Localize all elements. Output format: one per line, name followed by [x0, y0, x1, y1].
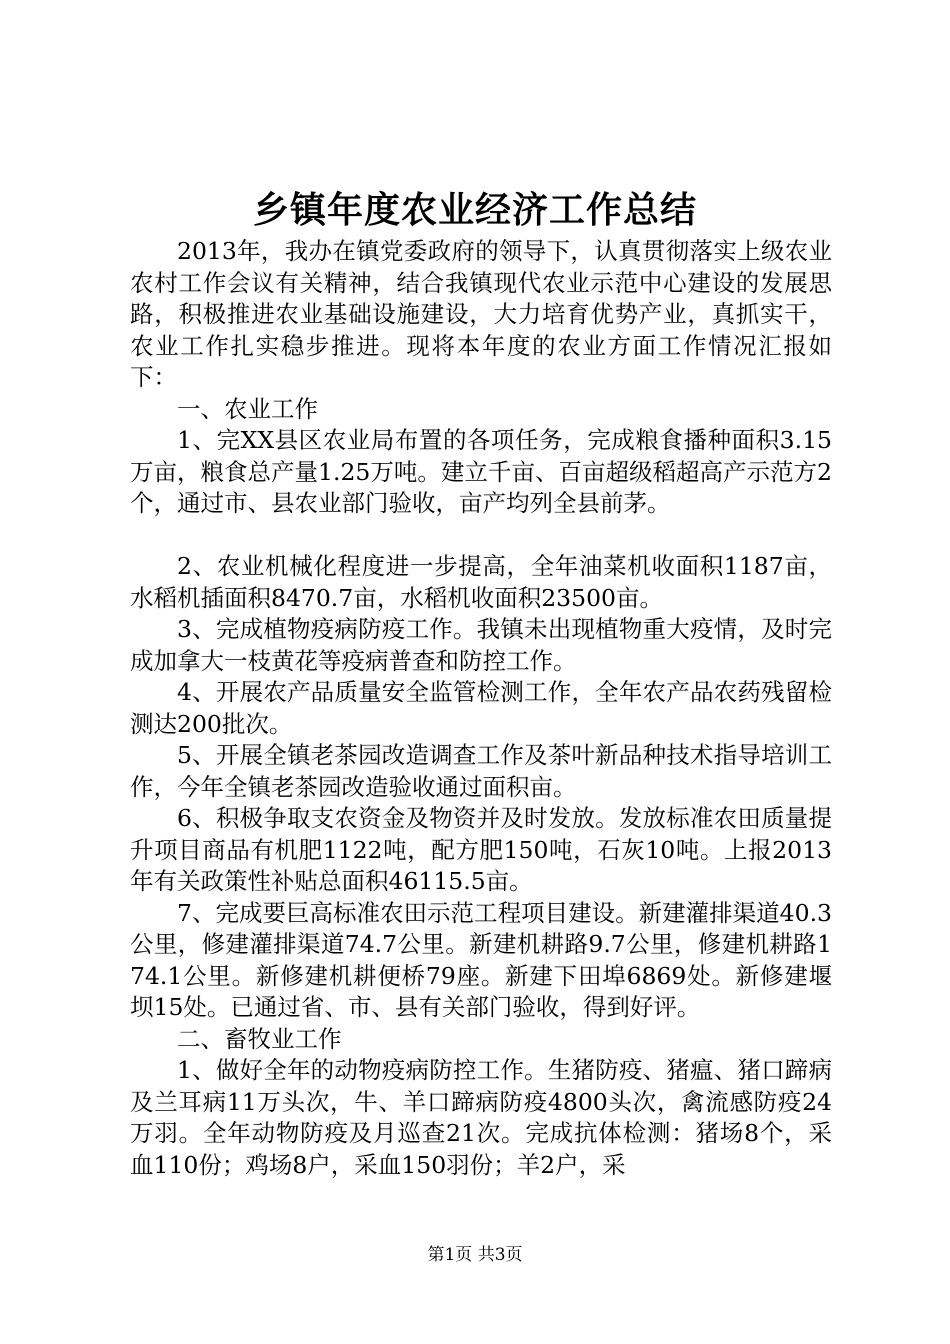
paragraph-item: 5、开展全镇老茶园改造调查工作及茶叶新品种技术指导培训工作，今年全镇老茶园改造验收通过面积亩。 — [130, 741, 832, 801]
paragraph-item: 4、开展农产品质量安全监管检测工作，全年农产品农药残留检测达200批次。 — [130, 678, 832, 738]
document-title: 乡镇年度农业经济工作总结 — [252, 189, 697, 231]
page-footer — [0, 1243, 950, 1267]
paragraph-item: 3、完成植物疫病防疫工作。我镇未出现植物重大疫情，及时完成加拿大一枝黄花等疫病普查和防控工作。 — [130, 615, 832, 675]
paragraph-item: 1、做好全年的动物疫病防控工作。生猪防疫、猪瘟、猪口蹄病及兰耳病11万头次，牛、羊口蹄病防疫4800头次，禽流感防疫24万羽。全年动物防疫及月巡查21次。完成抗体检测：猪场8个，采血110份；鸡场8户，采血150羽份；羊2户，采 — [130, 1056, 832, 1179]
paragraph-intro: 2013年，我办在镇党委政府的领导下，认真贯彻落实上级农业农村工作会议有关精神，结合我镇现代农业示范中心建设的发展思路，积极推进农业基础设施建设，大力培育优势产业，真抓实干，农业工作扎实稳步推进。现将本年度的农业方面工作情况汇报如下： — [130, 237, 832, 391]
page-number-indicator: 第1页 共3页 — [427, 1245, 523, 1265]
paragraph-item: 1、完XX县区农业局布置的各项任务，完成粮食播种面积3.15万亩，粮食总产量1.25万吨。建立千亩、百亩超级稻超高产示范方2个，通过市、县农业部门验收，亩产均列全县前茅。 — [130, 426, 832, 517]
paragraph-item: 2、农业机械化程度进一步提高，全年油菜机收面积1187亩，水稻机插面积8470.7亩，水稻机收面积23500亩。 — [130, 552, 832, 612]
paragraph-item: 7、完成要巨高标准农田示范工程项目建设。新建灌排渠道40.3公里，修建灌排渠道74.7公里。新建机耕路9.7公里，修建机耕路174.1公里。新修建机耕便桥79座。新建下田埠6869处。新修建堰坝15处。已通过省、市、县有关部门验收，得到好评。 — [130, 898, 832, 1021]
section-heading-livestock: 二、畜牧业工作 — [177, 1024, 342, 1053]
paragraph-item: 6、积极争取支农资金及物资并及时发放。发放标准农田质量提升项目商品有机肥1122吨，配方肥150吨，石灰10吨。上报2013年有关政策性补贴总面积46115.5亩。 — [130, 804, 832, 895]
document-body — [130, 236, 832, 1181]
section-heading-agriculture: 一、农业工作 — [177, 394, 318, 423]
